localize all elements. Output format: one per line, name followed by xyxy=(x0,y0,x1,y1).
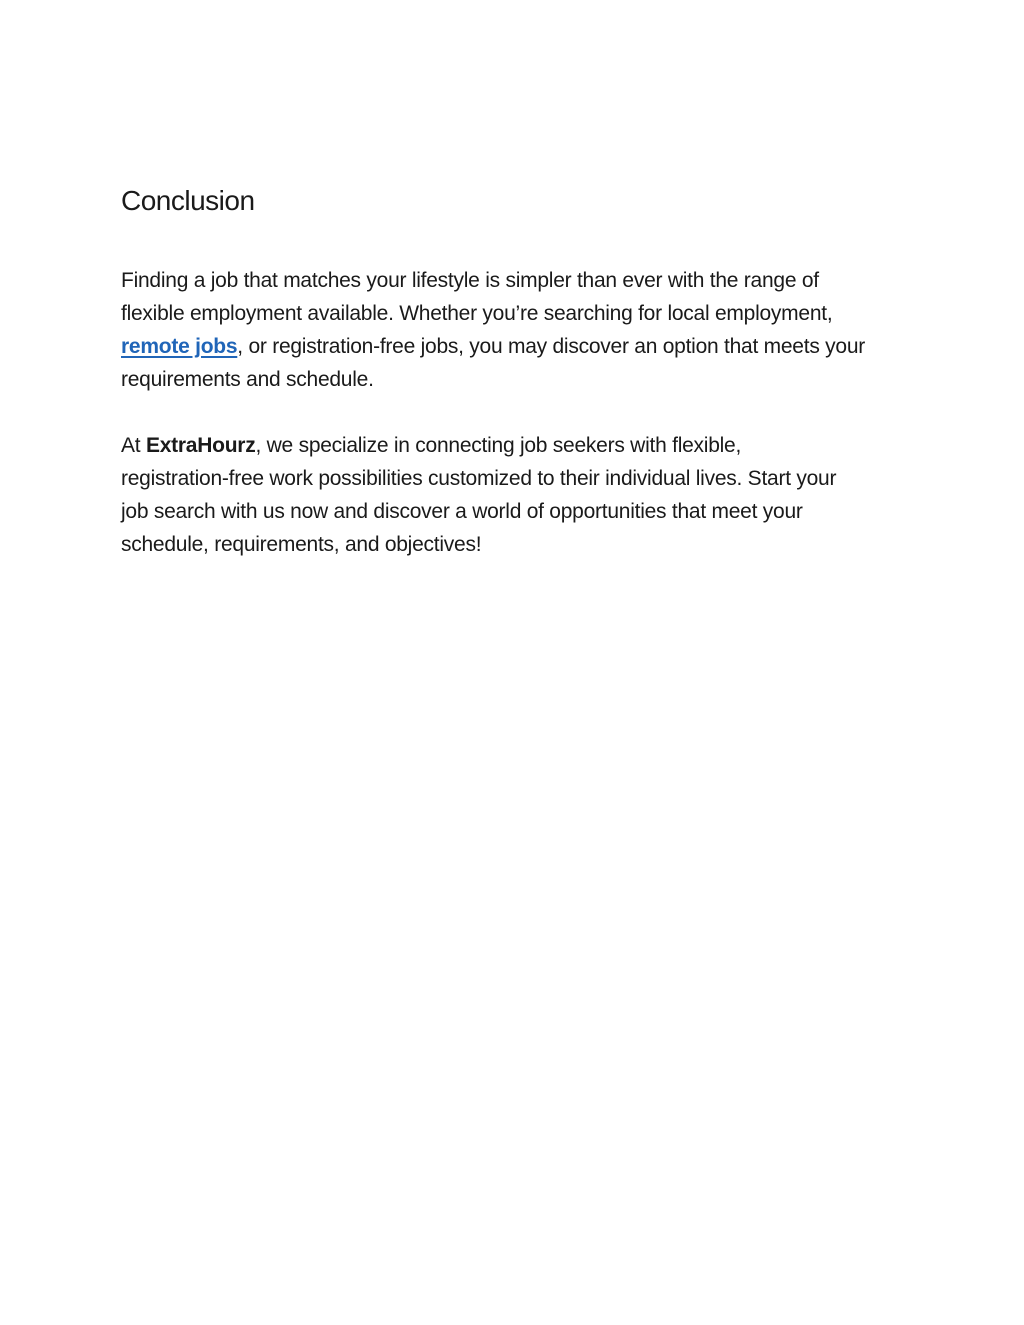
text-line xyxy=(121,528,836,561)
text-line xyxy=(121,429,836,462)
paragraph-2 xyxy=(121,429,836,561)
text-line xyxy=(121,264,865,297)
text-line xyxy=(121,363,865,396)
paragraph-1 xyxy=(121,264,865,396)
text-run: Finding a job that matches your lifestyle is simpler than ever with the range of xyxy=(121,269,819,292)
text-run: schedule, requirements, and objectives! xyxy=(121,533,482,556)
remote-jobs-link[interactable]: remote jobs xyxy=(121,335,238,358)
text-run: At xyxy=(121,434,146,457)
text-run: flexible employment available. Whether you’re searching for local employment, xyxy=(121,302,833,325)
text-line xyxy=(121,462,836,495)
text-run: , or registration-free jobs, you may discover an option that meets your xyxy=(237,335,866,358)
text-run: , we specialize in connecting job seekers with flexible, xyxy=(255,434,742,457)
text-run: job search with us now and discover a world of opportunities that meet your xyxy=(121,500,803,523)
text-line xyxy=(121,297,865,330)
section-heading: Conclusion xyxy=(121,185,255,216)
text-line xyxy=(121,330,865,363)
brand-name: ExtraHourz xyxy=(145,434,256,457)
text-run: requirements and schedule. xyxy=(121,368,374,391)
text-line xyxy=(121,495,836,528)
text-run: registration-free work possibilities customized to their individual lives. Start your xyxy=(121,467,837,490)
